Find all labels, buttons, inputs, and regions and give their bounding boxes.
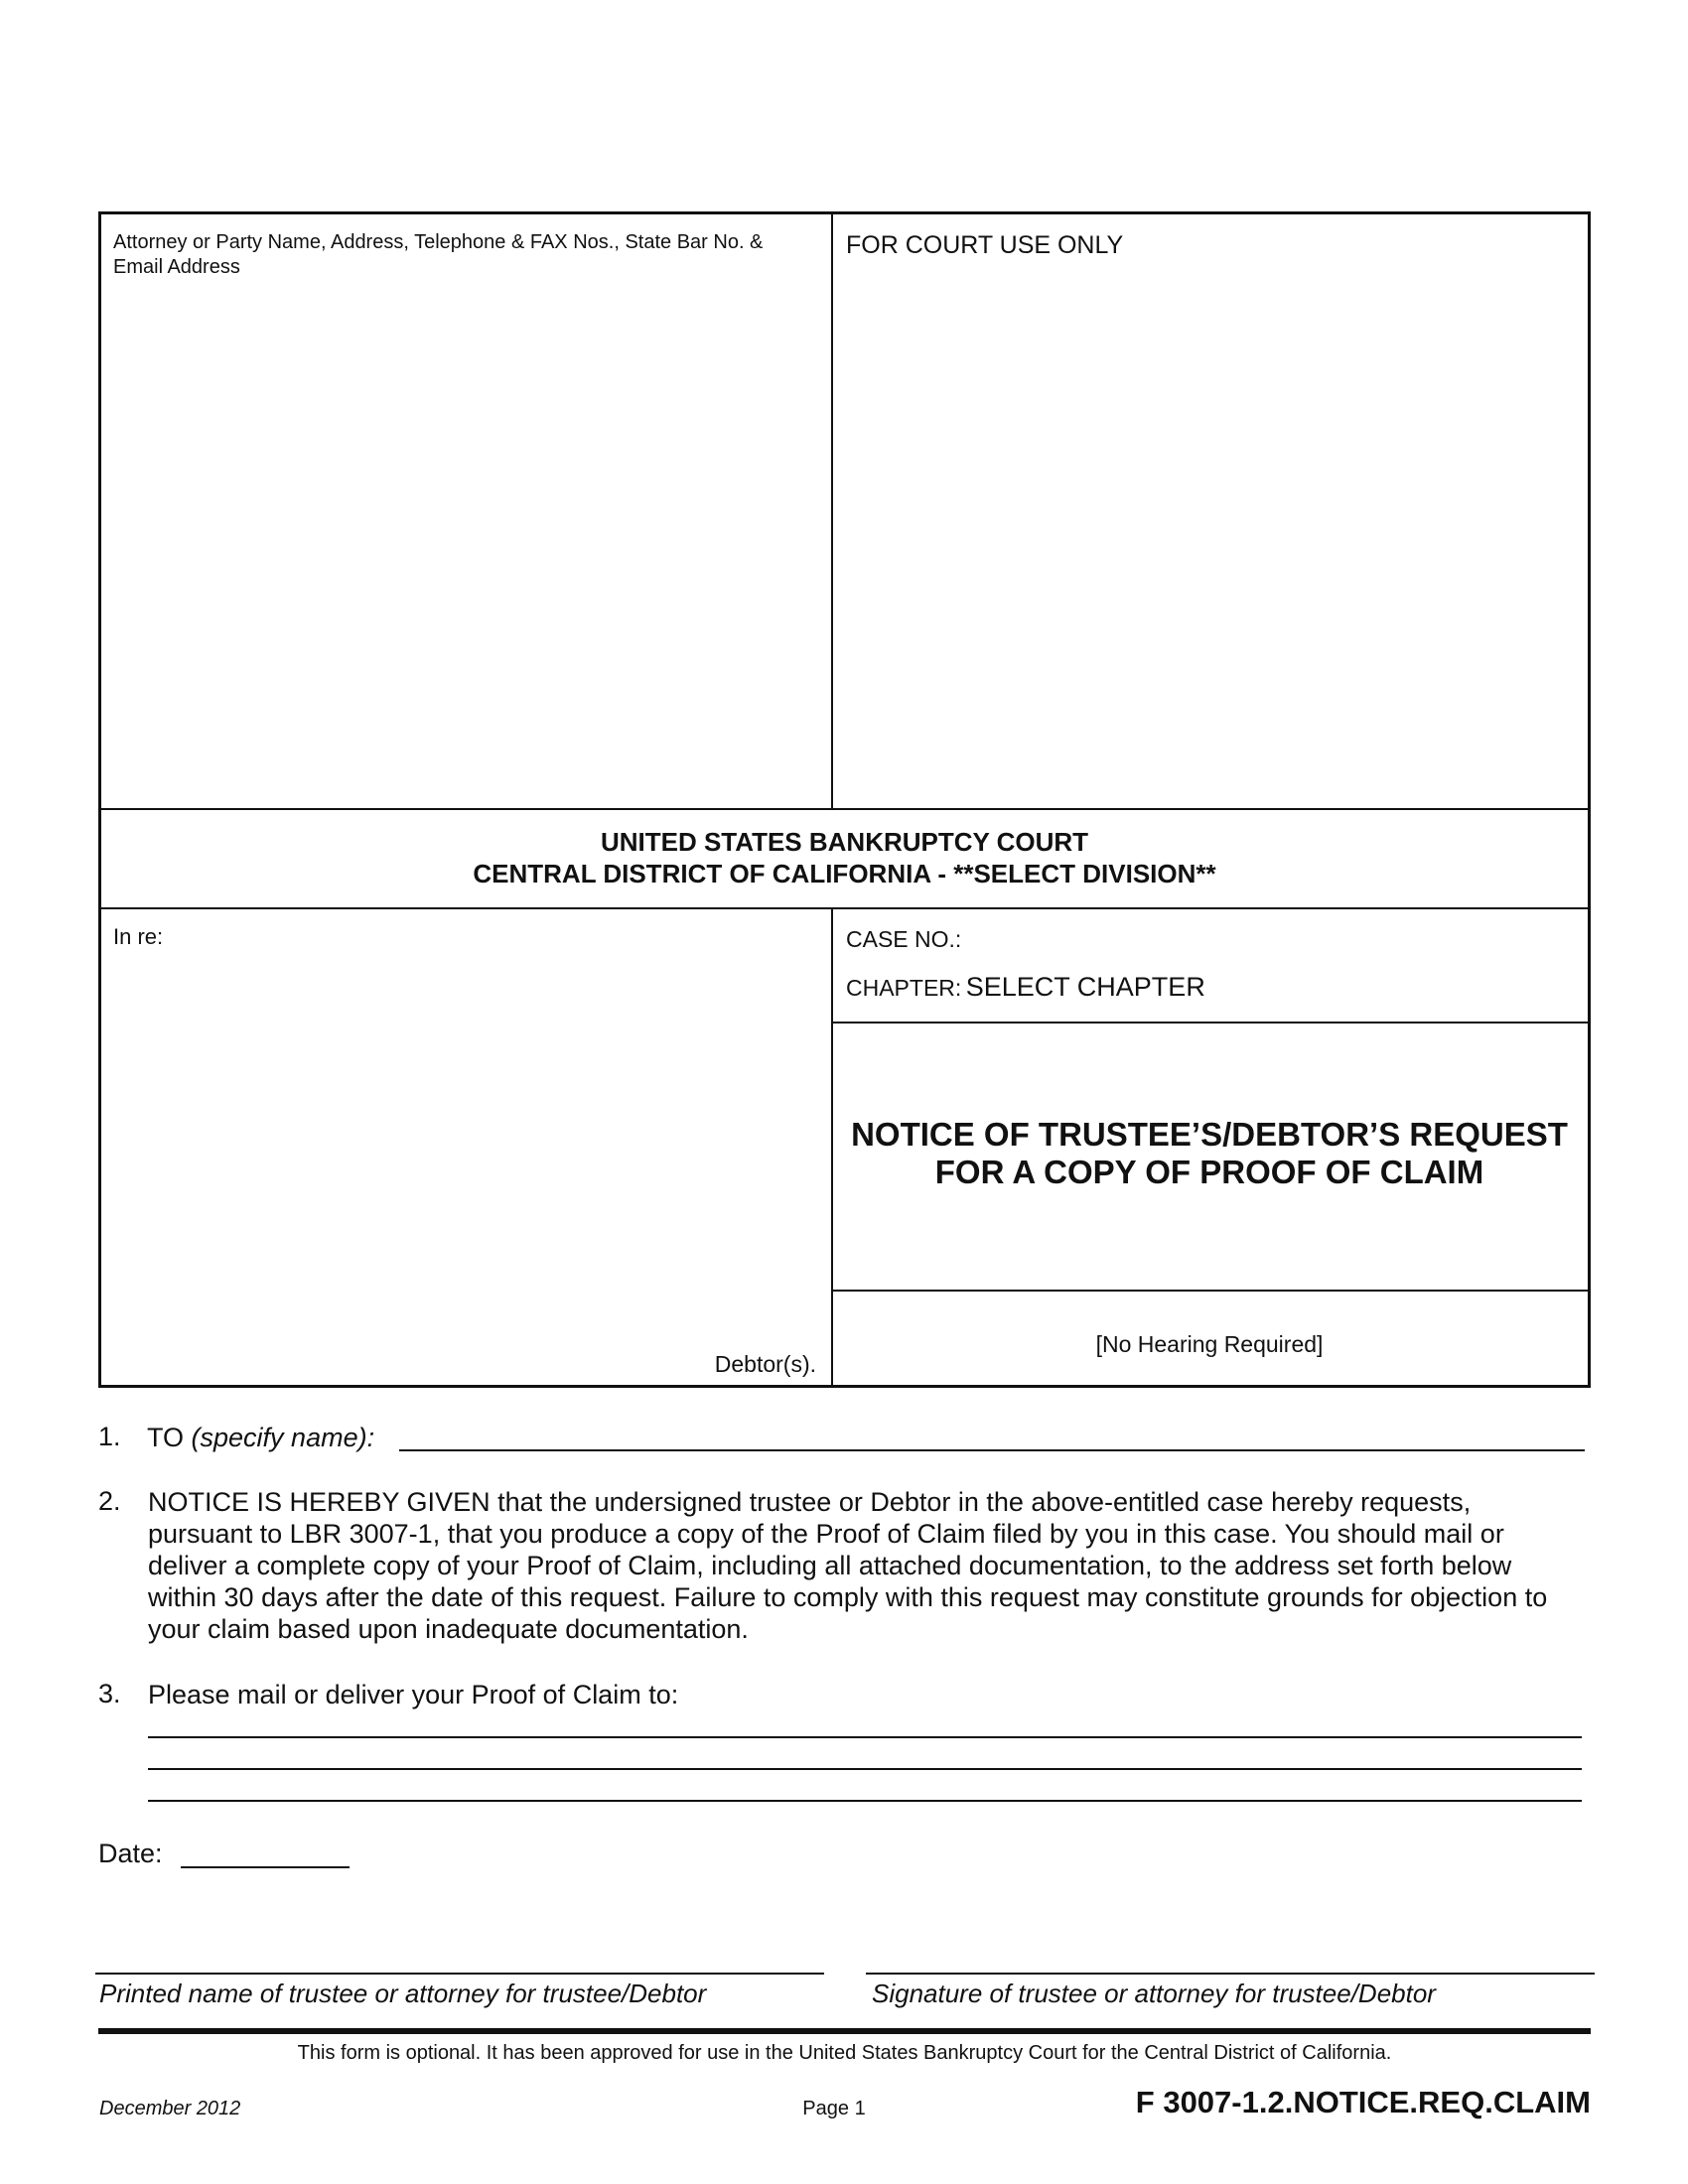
mail-to-label: Please mail or deliver your Proof of Claim to:	[148, 1680, 679, 1709]
item-3-number: 3.	[98, 1679, 121, 1708]
address-line-3[interactable]	[148, 1800, 1582, 1802]
item-2-number: 2.	[98, 1486, 121, 1516]
item-1-to: TO	[147, 1423, 185, 1452]
chapter-select[interactable]: SELECT CHAPTER	[965, 972, 1205, 1002]
date-line[interactable]	[181, 1866, 350, 1868]
court-use-label: FOR COURT USE ONLY	[846, 231, 1124, 259]
date-label: Date:	[98, 1839, 163, 1868]
item-1-number: 1.	[98, 1422, 121, 1451]
caption-rule-4	[831, 1290, 1588, 1292]
case-no-label: CASE NO.:	[846, 926, 962, 952]
hearing-note: [No Hearing Required]	[1095, 1331, 1324, 1357]
notice-paragraph: NOTICE IS HEREBY GIVEN that the undersigned trustee or Debtor in the above-entitled case hereby requests, pursuant to LBR 3007-1, that you produce a copy of the Proof of Claim filed by you in this case. You should mail or deliver a complete copy of your Proof of Claim, including all attached documentation, to the address set forth below within 30 days after the date of this request. Failure to comply with this request may constitute grounds for objection to your claim based upon inadequate documentation.	[148, 1487, 1548, 1644]
signature-line[interactable]	[866, 1973, 1595, 1975]
recipient-name-line[interactable]	[399, 1449, 1585, 1451]
form-id: F 3007-1.2.NOTICE.REQ.CLAIM	[1135, 2085, 1591, 2119]
form-title-line-1: NOTICE OF TRUSTEE’S/DEBTOR’S REQUEST	[851, 1116, 1568, 1153]
court-name: UNITED STATES BANKRUPTCY COURT	[600, 827, 1089, 857]
printed-name-label: Printed name of trustee or attorney for trustee/Debtor	[99, 1979, 707, 2008]
in-re-label: In re:	[113, 924, 164, 949]
page-number: Page 1	[802, 2098, 866, 2119]
caption-divider-top	[831, 214, 833, 808]
item-1-label	[147, 1422, 374, 1453]
footer-rule	[98, 2028, 1591, 2034]
caption-table	[98, 211, 1591, 1388]
caption-rule-3	[831, 1022, 1588, 1024]
chapter-label: CHAPTER:	[846, 975, 962, 1001]
signature-label: Signature of trustee or attorney for trustee/Debtor	[872, 1979, 1436, 2008]
approval-note: This form is optional. It has been approved for use in the United States Bankruptcy Court for the Central District of California.	[297, 2042, 1392, 2064]
caption-rule-2	[101, 907, 1588, 909]
attorney-info-label: Attorney or Party Name, Address, Telephone & FAX Nos., State Bar No. & Email Address	[113, 231, 764, 278]
form-date: December 2012	[99, 2098, 241, 2119]
address-line-1[interactable]	[148, 1736, 1582, 1738]
form-title-line-2: FOR A COPY OF PROOF OF CLAIM	[934, 1154, 1484, 1190]
debtors-label: Debtor(s).	[714, 1351, 816, 1377]
printed-name-line[interactable]	[95, 1973, 824, 1975]
chapter-field	[846, 972, 1541, 1002]
item-1-specify: (specify name):	[191, 1423, 375, 1452]
court-district: CENTRAL DISTRICT OF CALIFORNIA - **SELECT DIVISION**	[473, 859, 1216, 888]
caption-rule-1	[101, 808, 1588, 810]
address-line-2[interactable]	[148, 1768, 1582, 1770]
